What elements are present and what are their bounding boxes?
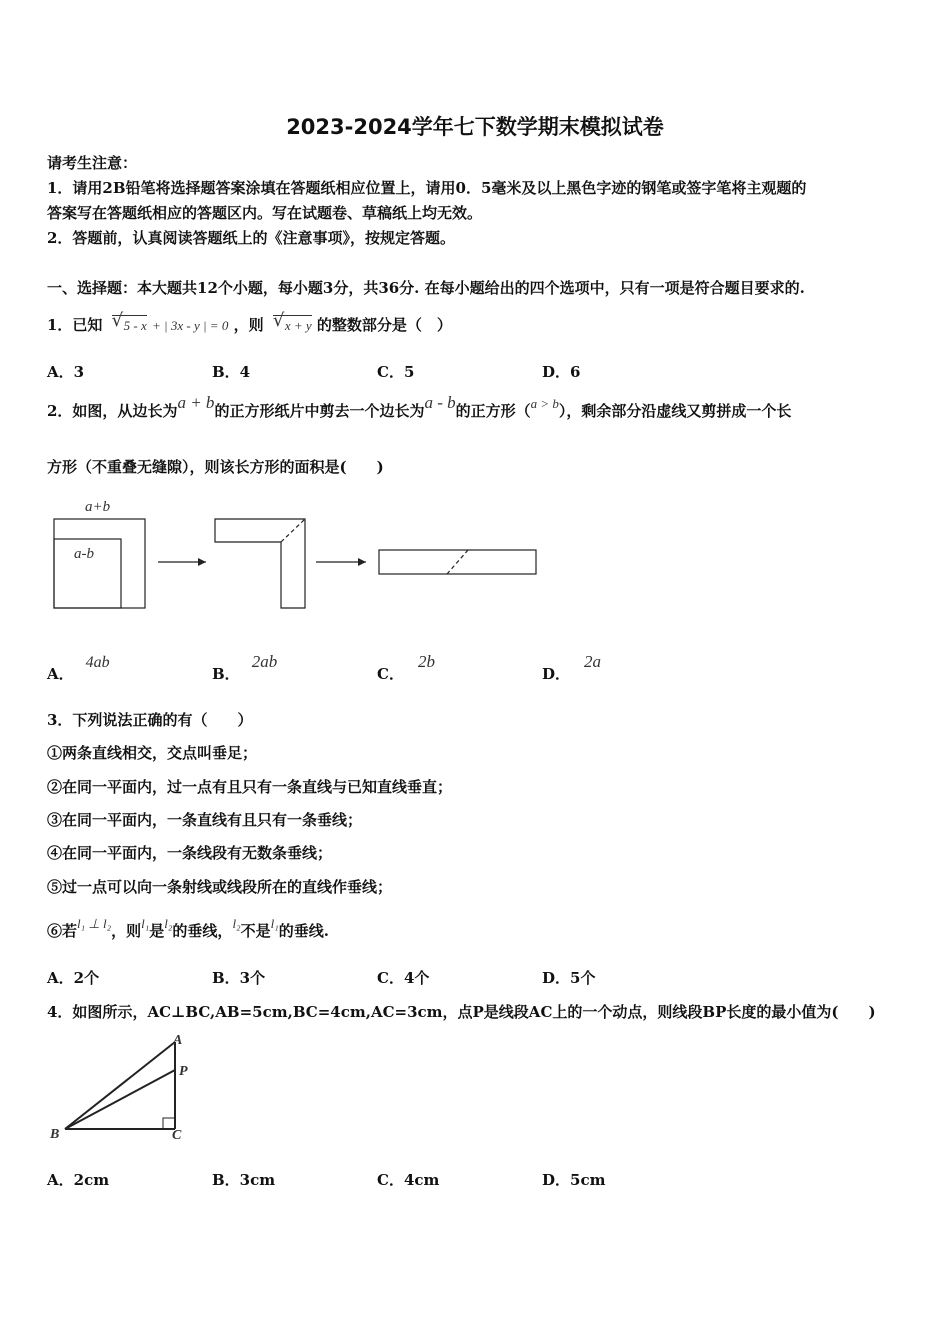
q1-sqrt-1: √ 5 - x bbox=[111, 310, 147, 333]
section-heading: 一、选择题：本大题共12个小题，每小题3分，共36分. 在每小题给出的四个选项中，只有一项是符合题目要求的. bbox=[47, 279, 805, 297]
q1-option-b[interactable]: B．4 bbox=[212, 363, 251, 381]
question-4-stem: 4．如图所示，AC⊥BC,AB=5cm,BC=4cm,AC=3cm，点P是线段AC上的一个动点，则线段BP长度的最小值为( ) bbox=[47, 1003, 876, 1021]
q3-option-c[interactable]: C．4个 bbox=[377, 969, 430, 987]
question-3-stem: 3．下列说法正确的有（ ） bbox=[47, 711, 253, 729]
q2-option-d-value: 2a bbox=[584, 652, 602, 671]
q2-option-d[interactable] bbox=[542, 652, 602, 684]
q3-s6-math-5: l₁ bbox=[270, 916, 279, 931]
q4-label-a: A bbox=[173, 1033, 183, 1048]
q3-s6-text-b: ，则 bbox=[111, 922, 142, 940]
q1-suffix: 的整数部分是（ ） bbox=[316, 316, 452, 334]
q2-text-4: ），剩余部分沿虚线又剪拼成一个长 bbox=[558, 402, 792, 420]
notice-line-2: 答案写在答题纸相应的答题区内。写在试题卷、草稿纸上均无效。 bbox=[47, 204, 483, 222]
q3-s6-math-2: l₁ bbox=[141, 916, 150, 931]
q2-option-a-value: 4ab bbox=[85, 654, 110, 671]
q2-option-b-label: B． bbox=[212, 665, 240, 683]
q1-option-d[interactable]: D．6 bbox=[542, 363, 581, 381]
q3-statement-3: ③在同一平面内，一条直线有且只有一条垂线； bbox=[47, 811, 363, 829]
q3-s6-text-d: 的垂线， bbox=[172, 922, 233, 940]
q2-text-1: 2．如图，从边长为 bbox=[47, 402, 178, 420]
q2-option-d-label: D． bbox=[542, 665, 571, 683]
q2-label-outer: a+b bbox=[85, 499, 111, 515]
q3-statement-1: ①两条直线相交，交点叫垂足； bbox=[47, 744, 258, 762]
q2-option-c-value: 2b bbox=[417, 652, 435, 671]
q3-option-d[interactable]: D．5个 bbox=[542, 969, 596, 987]
q1-option-c[interactable]: C．5 bbox=[377, 363, 415, 381]
q1-sqrt-2: √ x + y bbox=[272, 310, 312, 333]
q2-math-1: a + b bbox=[177, 393, 215, 412]
q2-dashed-cut-1 bbox=[281, 519, 305, 542]
q3-s6-text-f: 的垂线. bbox=[278, 922, 329, 940]
q4-label-p: P bbox=[179, 1064, 188, 1079]
q4-option-d[interactable]: D．5cm bbox=[542, 1171, 606, 1189]
q2-option-a[interactable] bbox=[47, 654, 110, 684]
q3-statement-6 bbox=[47, 916, 329, 941]
page-title: 2023-2024学年七下数学期末模拟试卷 bbox=[286, 115, 664, 139]
q1-option-a[interactable]: A．3 bbox=[47, 363, 85, 381]
q4-triangle-figure bbox=[45, 1030, 215, 1155]
q1-abs-expr: + | 3x - y | = 0 bbox=[152, 318, 229, 333]
q3-s6-text-a: ⑥若 bbox=[47, 922, 78, 940]
q4-option-c[interactable]: C．4cm bbox=[377, 1171, 440, 1189]
q2-option-c[interactable] bbox=[377, 652, 435, 684]
q2-arrowhead-1 bbox=[198, 558, 206, 566]
q4-side-ab bbox=[65, 1042, 175, 1129]
q3-s6-math-1: l₁ ⊥ l₂ bbox=[77, 916, 112, 931]
q2-text-3: 的正方形（ bbox=[455, 402, 531, 420]
notice-heading: 请考生注意： bbox=[47, 154, 138, 172]
q2-math-3: a > b bbox=[530, 396, 559, 411]
q2-option-a-label: A． bbox=[47, 665, 74, 683]
q2-label-inner: a-b bbox=[74, 546, 94, 562]
question-1 bbox=[47, 310, 452, 335]
q2-figure bbox=[40, 495, 560, 620]
q2-outer-square bbox=[54, 519, 145, 608]
notice-line-1: 1．请用2B铅笔将选择题答案涂填在答题纸相应位置上，请用0．5毫米及以上黑色字迹的钢笔或签字笔将主观题的 bbox=[47, 179, 807, 197]
q4-label-c: C bbox=[172, 1128, 182, 1143]
q2-option-c-label: C． bbox=[377, 665, 404, 683]
question-2-line-1 bbox=[47, 393, 792, 421]
q3-s6-text-c: 是 bbox=[149, 922, 165, 940]
notice-line-3: 2．答题前，认真阅读答题纸上的《注意事项》，按规定答题。 bbox=[47, 229, 455, 247]
q4-option-a[interactable]: A．2cm bbox=[47, 1171, 110, 1189]
q2-text-2: 的正方形纸片中剪去一个边长为 bbox=[214, 402, 425, 420]
q2-math-2: a - b bbox=[424, 393, 456, 412]
q3-option-a[interactable]: A．2个 bbox=[47, 969, 100, 987]
q1-mid: ，则 bbox=[233, 316, 264, 334]
q1-radicand-2: x + y bbox=[284, 318, 312, 333]
q3-statement-2: ②在同一平面内，过一点有且只有一条直线与已知直线垂直； bbox=[47, 778, 453, 796]
question-2-line-2: 方形（不重叠无缝隙），则该长方形的面积是( ) bbox=[47, 458, 384, 476]
q4-segment-bp bbox=[65, 1070, 175, 1129]
q3-statement-4: ④在同一平面内，一条线段有无数条垂线； bbox=[47, 844, 333, 862]
q1-prefix: 1．已知 bbox=[47, 316, 103, 334]
q3-s6-text-e: 不是 bbox=[240, 922, 271, 940]
q2-arrowhead-2 bbox=[358, 558, 366, 566]
q2-option-b-value: 2ab bbox=[251, 652, 278, 671]
q1-radicand-1: 5 - x bbox=[123, 318, 147, 333]
q4-option-b[interactable]: B．3cm bbox=[212, 1171, 276, 1189]
q4-label-b: B bbox=[50, 1127, 60, 1142]
q2-dashed-cut-2 bbox=[447, 550, 468, 574]
q3-s6-math-4: l₂ bbox=[232, 916, 241, 931]
q2-option-b[interactable] bbox=[212, 652, 278, 684]
q3-option-b[interactable]: B．3个 bbox=[212, 969, 266, 987]
q3-statement-5: ⑤过一点可以向一条射线或线段所在的直线作垂线； bbox=[47, 878, 393, 896]
q3-s6-math-3: l₂ bbox=[164, 916, 173, 931]
